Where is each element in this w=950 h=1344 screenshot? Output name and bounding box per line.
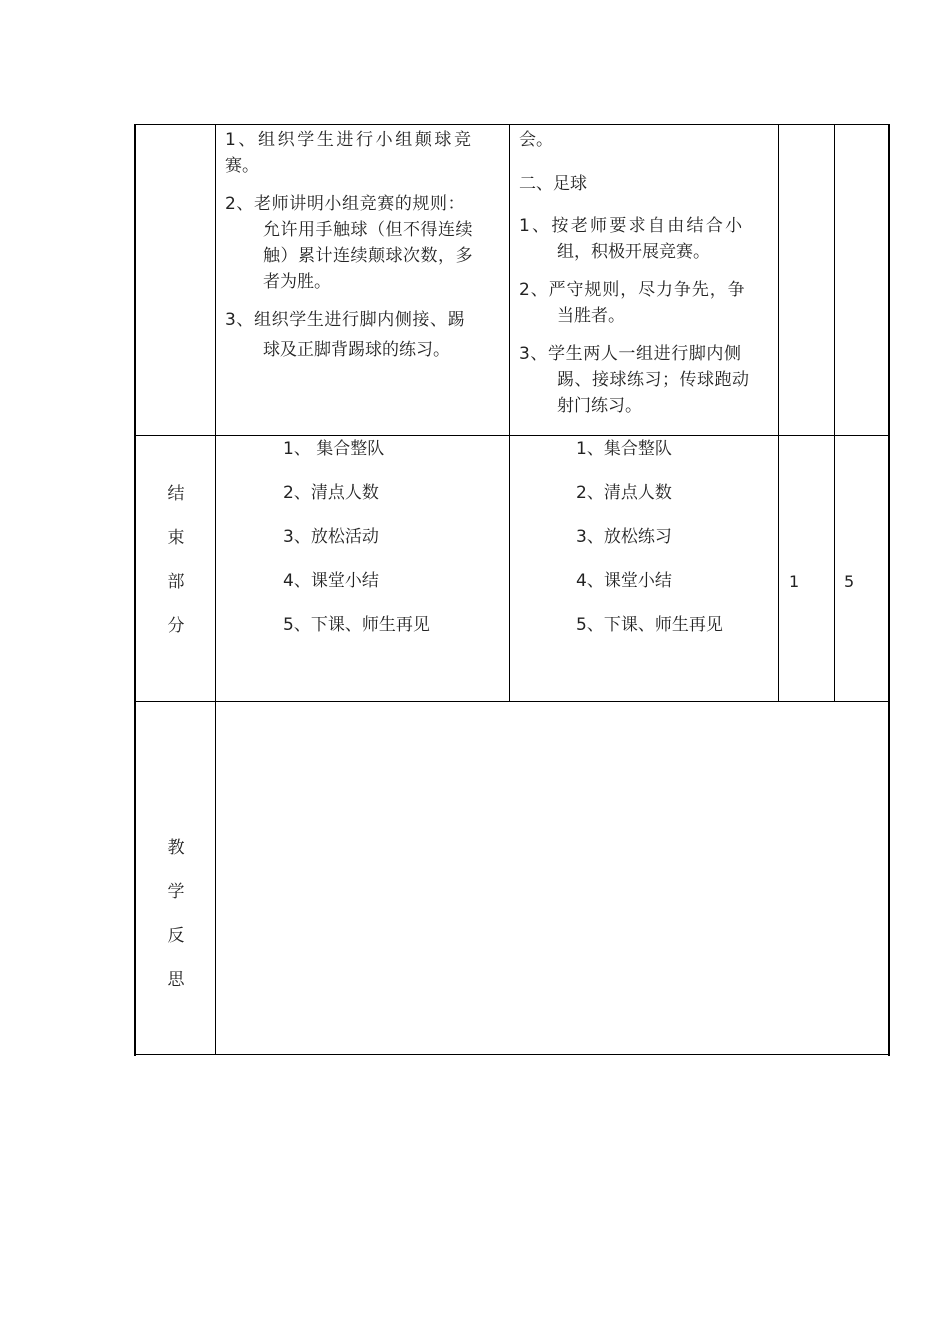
item-first-line: 1、组织学生进行小组颠球竞 [225,130,474,150]
ending-count: 1 [789,572,800,591]
list-item: 1、集合整队 [576,439,672,459]
col-divider-4 [834,124,835,701]
list-item: 3、放松练习 [576,527,672,547]
ending-minutes: 5 [844,572,855,591]
item-first-line: 2、老师讲明小组竞赛的规则： [225,194,466,214]
list-item: 5、下课、师生再见 [283,615,430,635]
teacher-ending-cell [283,434,503,654]
col-divider-3 [778,124,779,701]
item-first-line: 2、严守规则，尽力争先，争 [519,280,746,300]
item-first-line: 1、按老师要求自由结合小 [519,216,745,236]
list-item [225,307,505,363]
label-char: 教 [167,838,185,858]
list-item [225,127,505,179]
row-divider-1 [134,435,890,436]
section-heading: 二、足球 [519,174,587,194]
col-divider-2 [509,124,510,701]
ending-section-label [136,472,216,648]
list-item: 2、清点人数 [576,483,672,503]
reflection-section-label [136,826,216,1002]
table-border-right [888,124,890,1056]
item-continuation: 组，积极开展竞赛。 [557,242,710,262]
list-item: 5、下课、师生再见 [576,615,723,635]
item-first-line: 3、学生两人一组进行脚内侧 [519,344,742,364]
teacher-main-cell [225,127,505,375]
label-char: 学 [167,882,185,902]
label-char: 分 [167,616,185,636]
table-border-bottom [134,1054,890,1055]
list-item [519,213,775,265]
reflection-content-area [216,702,888,1054]
item-first-line: 3、组织学生进行脚内侧接、踢 [225,310,466,330]
table-border-top [134,124,890,125]
item-continuation: 球及正脚背踢球的练习。 [263,340,450,360]
item-continuation: 赛。 [225,156,259,176]
list-item [225,191,505,295]
student-ending-cell [576,434,776,654]
item-continuation: 允许用手触球（但不得连续 [263,220,473,240]
item-continuation: 触）累计连续颠球次数，多 [263,246,473,266]
label-char: 思 [167,970,185,990]
list-item: 2、清点人数 [283,483,379,503]
label-char: 结 [167,484,185,504]
continued-text: 会。 [519,130,553,150]
label-char: 部 [167,572,185,592]
label-char: 束 [167,528,185,548]
item-continuation: 当胜者。 [557,306,625,326]
label-char: 反 [167,926,185,946]
list-item [519,341,775,419]
list-item: 1、 集合整队 [283,439,385,459]
list-item: 4、课堂小结 [576,571,672,591]
list-item [519,277,775,329]
item-continuation: 射门练习。 [557,396,642,416]
list-item: 3、放松活动 [283,527,379,547]
student-main-cell [519,127,775,431]
item-continuation: 者为胜。 [263,272,331,292]
item-continuation: 踢、接球练习；传球跑动 [557,370,750,390]
list-item: 4、课堂小结 [283,571,379,591]
